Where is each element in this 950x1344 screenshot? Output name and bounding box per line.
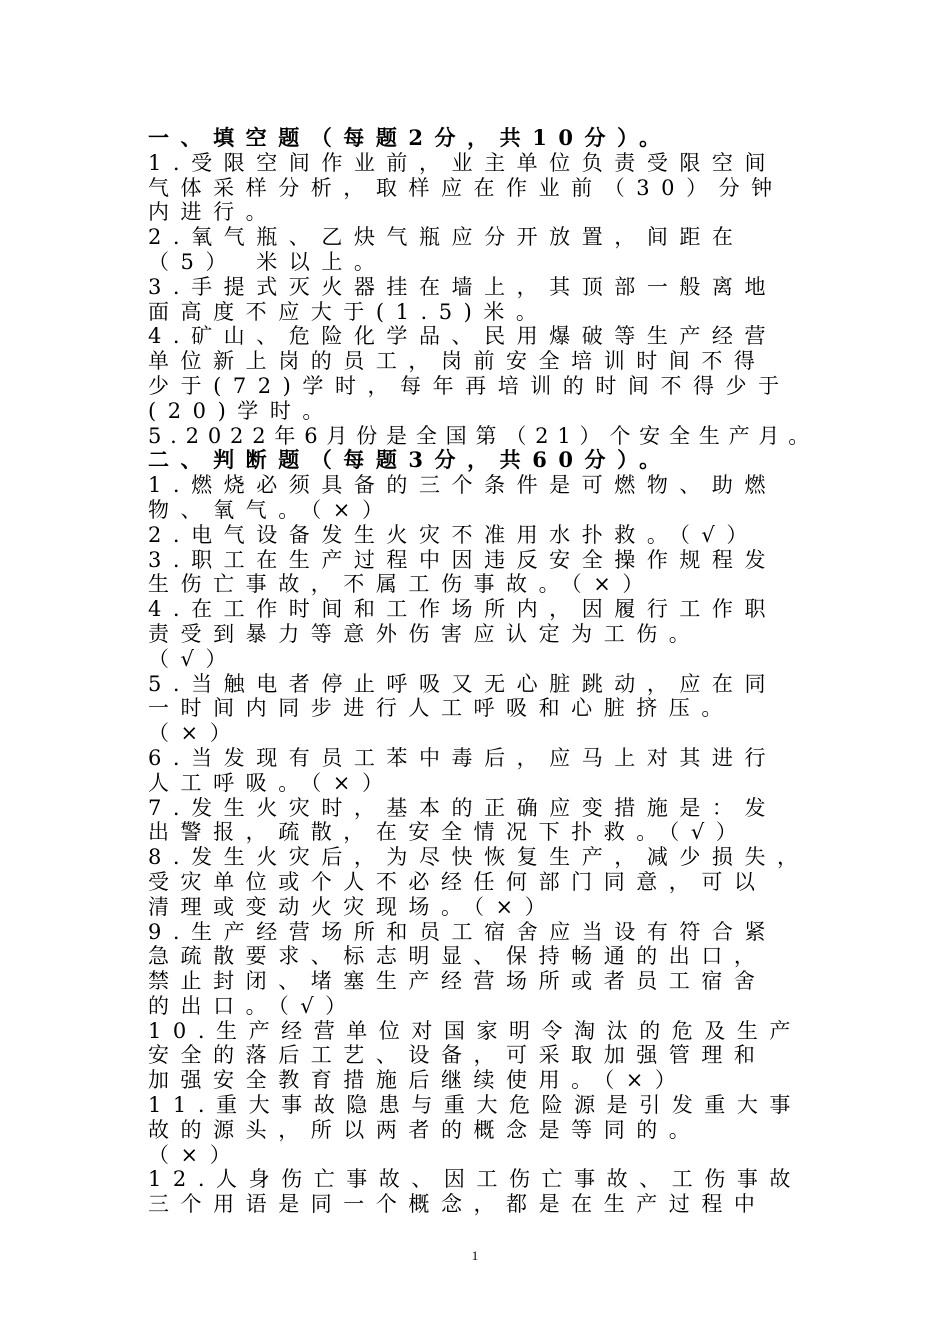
question-fill-2: 2.氧气瓶、乙炔气瓶应分开放置，间距在 （5） 米以上。	[148, 225, 745, 274]
question-tf-10: 10.生产经营单位对国家明令淘汰的危及生产 安全的落后工艺、设备，可采取加强管理和 加强安全教育措施后继续使用。（×）	[148, 1018, 802, 1093]
question-fill-3: 3.手提式灭火器挂在墙上，其顶部一般离地 面高度不应大于(1.5)米。	[148, 274, 778, 324]
question-tf-5: 5.当触电者停止呼吸又无心脏跳动，应在同 一时间内同步进行人工呼吸和心脏挤压。 （×）	[148, 671, 778, 746]
question-fill-4: 4.矿山、危险化学品、民用爆破等生产经营 单位新上岗的员工，岗前安全培训时间不得 少于(72)学时，每年再培训的时间不得少于 (20)学时。	[148, 324, 791, 423]
section-heading-fill-in: 一、填空题（每题2分，共10分）。	[148, 125, 672, 150]
exam-content	[148, 126, 828, 1217]
question-fill-1: 1.受限空间作业前，业主单位负责受限空间 气体采样分析，取样应在作业前（30）分钟 内进行。	[148, 150, 784, 225]
question-fill-5: 5.2022年6月份是全国第（21）个安全生产月。	[148, 423, 819, 448]
page-number: 1	[471, 1248, 479, 1263]
question-tf-9: 9.生产经营场所和员工宿舍应当设有符合紧 急疏散要求、标志明显、保持畅通的出口， 禁止封闭、堵塞生产经营场所或者员工宿舍 的出口。（√）	[148, 919, 778, 1018]
section-heading-true-false: 二、判断题（每题3分，共60分）。	[148, 447, 672, 473]
question-tf-3: 3.职工在生产过程中因违反安全操作规程发 生伤亡事故，不属工伤事故。（×）	[148, 547, 778, 597]
question-tf-11: 11.重大事故隐患与重大危险源是引发重大事 故的源头，所以两者的概念是等同的。 （×）	[148, 1093, 802, 1167]
question-tf-1: 1.燃烧必须具备的三个条件是可燃物、助燃 物、氧气。（×）	[148, 473, 778, 522]
question-tf-6: 6.当发现有员工苯中毒后，应马上对其进行 人工呼吸。（×）	[148, 745, 778, 795]
question-tf-7: 7.发生火灾时，基本的正确应变措施是：发 出警报，疏散，在安全情况下扑救。（√）	[148, 795, 778, 845]
question-tf-4: 4.在工作时间和工作场所内，因履行工作职 责受到暴力等意外伤害应认定为工伤。 （√）	[148, 597, 778, 671]
question-tf-12: 12.人身伤亡事故、因工伤亡事故、工伤事故 三个用语是同一个概念，都是在生产过程中	[148, 1167, 802, 1217]
question-tf-8: 8.发生火灾后，为尽快恢复生产，减少损失， 受灾单位或个人不必经任何部门同意，可以 清理或变动火灾现场。（×）	[148, 845, 810, 919]
question-tf-2: 2.电气设备发生火灾不准用水扑救。（√）	[148, 522, 759, 547]
